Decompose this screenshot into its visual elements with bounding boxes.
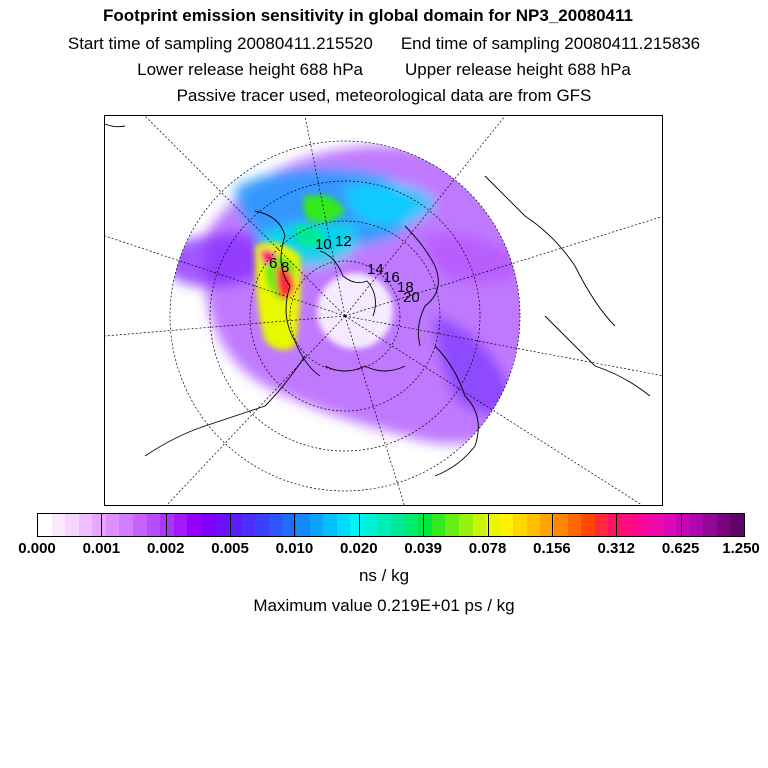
colorbar-cell	[310, 514, 324, 536]
end-time-label: End time of sampling 20080411.215836	[400, 34, 701, 53]
colorbar-tick	[488, 514, 489, 536]
release-heights	[0, 60, 768, 80]
colorbar-tick-label: 0.625	[661, 540, 700, 557]
colorbar-cell	[106, 514, 120, 536]
colorbar-cell	[432, 514, 446, 536]
colorbar-cell	[418, 514, 432, 536]
colorbar-tick	[359, 514, 360, 536]
colorbar-cell	[255, 514, 269, 536]
colorbar-cell	[676, 514, 690, 536]
colorbar-tick-label: 0.039	[404, 540, 442, 557]
colorbar	[37, 513, 745, 537]
colorbar-cell	[174, 514, 188, 536]
colorbar-cell	[187, 514, 201, 536]
colorbar-cell	[500, 514, 514, 536]
colorbar-cell	[160, 514, 174, 536]
colorbar-cell	[690, 514, 704, 536]
colorbar-tick	[552, 514, 553, 536]
colorbar-cell	[133, 514, 147, 536]
colorbar-tick	[166, 514, 167, 536]
sampling-times	[0, 34, 768, 54]
colorbar-cell	[554, 514, 568, 536]
maximum-value-label: Maximum value 0.219E+01 ps / kg	[253, 596, 515, 615]
colorbar-cell	[391, 514, 405, 536]
start-time-label: Start time of sampling 20080411.215520	[67, 34, 373, 53]
colorbar-cell	[459, 514, 473, 536]
colorbar-cell	[445, 514, 459, 536]
colorbar-cell	[242, 514, 256, 536]
track-label: 10	[315, 236, 332, 253]
colorbar-cell	[595, 514, 609, 536]
track-label: 8	[281, 259, 290, 276]
track-label: 18	[397, 279, 414, 296]
colorbar-cell	[38, 514, 52, 536]
track-label: 20	[403, 289, 420, 306]
colorbar-cell	[65, 514, 79, 536]
colorbar-cell	[350, 514, 364, 536]
colorbar-cell	[717, 514, 731, 536]
colorbar-tick	[681, 514, 682, 536]
colorbar-cell	[215, 514, 229, 536]
colorbar-tick	[230, 514, 231, 536]
colorbar-tick-label: 0.001	[82, 540, 121, 557]
colorbar-cell	[79, 514, 93, 536]
colorbar-cell	[608, 514, 622, 536]
track-label: 14	[367, 261, 384, 278]
colorbar-cell	[364, 514, 378, 536]
colorbar-tick-label: 0.002	[146, 540, 185, 557]
track-label: 6	[269, 255, 278, 272]
colorbar-cell	[527, 514, 541, 536]
colorbar-tick-label: 0.078	[468, 540, 507, 557]
colorbar-units: ns / kg	[358, 566, 410, 585]
colorbar-cell	[513, 514, 527, 536]
colorbar-tick-label: 0.010	[275, 540, 314, 557]
colorbar-tick-label: 0.020	[340, 540, 378, 557]
colorbar-cell	[269, 514, 283, 536]
colorbar-cell	[622, 514, 636, 536]
colorbar-cell	[581, 514, 595, 536]
upper-release-label: Upper release height 688 hPa	[405, 60, 631, 79]
colorbar-cell	[649, 514, 663, 536]
colorbar-cell	[405, 514, 419, 536]
colorbar-cell	[703, 514, 717, 536]
colorbar-cell	[201, 514, 215, 536]
track-label: 16	[383, 269, 400, 286]
map-canvas	[105, 116, 663, 506]
colorbar-tick-label: 0.156	[533, 540, 571, 557]
colorbar-tick	[423, 514, 424, 536]
colorbar-cell	[473, 514, 487, 536]
colorbar-cell	[147, 514, 161, 536]
colorbar-cell	[377, 514, 391, 536]
colorbar-cell	[730, 514, 744, 536]
colorbar-tick	[101, 514, 102, 536]
colorbar-cell	[323, 514, 337, 536]
colorbar-cell	[296, 514, 310, 536]
colorbar-cell	[568, 514, 582, 536]
colorbar-tick-label: 1.250	[722, 540, 760, 557]
colorbar-cell	[119, 514, 133, 536]
plot-title: Footprint emission sensitivity in global domain for NP3_20080411	[103, 6, 633, 25]
colorbar-cell	[92, 514, 106, 536]
colorbar-cell	[337, 514, 351, 536]
colorbar-tick-label: 0.000	[18, 540, 56, 557]
colorbar-cell	[52, 514, 66, 536]
colorbar-cell	[635, 514, 649, 536]
sensitivity-field	[165, 146, 577, 444]
colorbar-tick	[294, 514, 295, 536]
colorbar-cell	[663, 514, 677, 536]
track-label: 12	[335, 233, 352, 250]
colorbar-tick-label: 0.312	[597, 540, 636, 557]
footprint-map	[104, 115, 663, 506]
tracer-note: Passive tracer used, meteorological data are from GFS	[176, 86, 592, 105]
colorbar-tick-label: 0.005	[211, 540, 249, 557]
colorbar-tick	[616, 514, 617, 536]
lower-release-label: Lower release height 688 hPa	[137, 60, 363, 79]
